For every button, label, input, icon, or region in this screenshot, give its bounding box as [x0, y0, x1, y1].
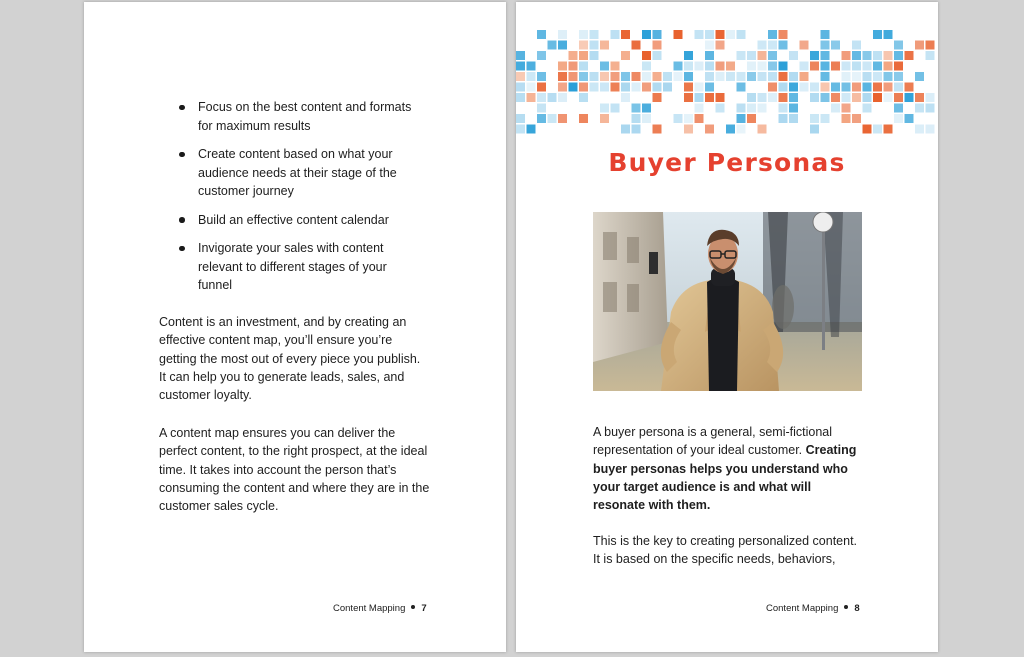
- mosaic-tile: [873, 62, 882, 71]
- mosaic-tile: [611, 62, 620, 71]
- mosaic-tile: [800, 62, 809, 71]
- mosaic-tile: [653, 93, 662, 102]
- mosaic-tile: [894, 62, 903, 71]
- mosaic-tile: [621, 72, 630, 81]
- mosaic-tile: [527, 83, 536, 92]
- mosaic-tile: [537, 104, 546, 113]
- mosaic-tile: [705, 83, 714, 92]
- bullet-dot-icon: [179, 217, 185, 223]
- mosaic-tile: [915, 93, 924, 102]
- mosaic-tile: [926, 41, 935, 50]
- mosaic-tile: [926, 93, 935, 102]
- mosaic-tile: [905, 83, 914, 92]
- footer-label: Content Mapping: [333, 603, 406, 614]
- paragraph-content-map: A content map ensures you can deliver the perfect content, to the right prospect, at the ideal time. It takes into account the person that’s consuming the content and where they are in the customer sales cycle.: [159, 426, 430, 514]
- mosaic-tile: [569, 83, 578, 92]
- mosaic-tile: [527, 93, 536, 102]
- mosaic-tile: [600, 104, 609, 113]
- mosaic-tile: [747, 72, 756, 81]
- mosaic-tile: [789, 93, 798, 102]
- bullet-list: [176, 98, 421, 305]
- mosaic-tile: [558, 93, 567, 102]
- mosaic-tile: [821, 62, 830, 71]
- mosaic-tile: [548, 114, 557, 123]
- mosaic-tile: [705, 62, 714, 71]
- bullet-text: Build an effective content calendar: [198, 212, 389, 227]
- mosaic-tile: [537, 51, 546, 60]
- mosaic-tile: [926, 104, 935, 113]
- mosaic-tile: [726, 125, 735, 134]
- paragraph-investment: Content is an investment, and by creating an effective content map, you’ll ensure you’re getting the most out of every piece you publish. It can help you to generate leads, sales, and customer loyalty.: [159, 315, 421, 403]
- mosaic-tile: [642, 51, 651, 60]
- mosaic-tile: [873, 125, 882, 134]
- mosaic-tile: [842, 93, 851, 102]
- mosaic-tile: [905, 93, 914, 102]
- bullet-text: Invigorate your sales with content relevant to different stages of your funnel: [198, 241, 387, 292]
- mosaic-tile: [684, 125, 693, 134]
- mosaic-tile: [705, 41, 714, 50]
- mosaic-tile: [779, 104, 788, 113]
- mosaic-tile: [915, 41, 924, 50]
- mosaic-tile: [768, 83, 777, 92]
- mosaic-tile: [716, 93, 725, 102]
- mosaic-tile: [926, 125, 935, 134]
- mosaic-tile: [831, 41, 840, 50]
- mosaic-tile: [653, 41, 662, 50]
- bullet-dot-icon: [179, 246, 185, 252]
- list-item: [176, 98, 421, 135]
- mosaic-tile: [716, 41, 725, 50]
- pixel-mosaic-banner: [516, 30, 938, 138]
- mosaic-tile: [894, 72, 903, 81]
- mosaic-tile: [758, 62, 767, 71]
- mosaic-tile: [684, 72, 693, 81]
- mosaic-tile: [821, 83, 830, 92]
- mosaic-tile: [684, 83, 693, 92]
- mosaic-tile: [716, 104, 725, 113]
- mosaic-tile: [516, 93, 525, 102]
- mosaic-tile: [621, 51, 630, 60]
- mosaic-tile: [884, 62, 893, 71]
- mosaic-tile: [600, 114, 609, 123]
- mosaic-tile: [758, 72, 767, 81]
- mosaic-tile: [779, 93, 788, 102]
- mosaic-tile: [558, 72, 567, 81]
- mosaic-tile: [684, 51, 693, 60]
- mosaic-tile: [537, 114, 546, 123]
- mosaic-tile: [758, 51, 767, 60]
- mosaic-tile: [768, 30, 777, 39]
- mosaic-tile: [831, 93, 840, 102]
- mosaic-tile: [737, 104, 746, 113]
- mosaic-tile: [632, 104, 641, 113]
- mosaic-tile: [684, 114, 693, 123]
- mosaic-tile: [579, 93, 588, 102]
- mosaic-tile: [548, 93, 557, 102]
- bullet-dot-icon: [179, 105, 185, 111]
- mosaic-tile: [737, 114, 746, 123]
- mosaic-tile: [716, 62, 725, 71]
- footer-label: Content Mapping: [766, 603, 839, 614]
- list-item: [176, 239, 421, 295]
- mosaic-tile: [653, 72, 662, 81]
- mosaic-tile: [779, 72, 788, 81]
- mosaic-tile: [863, 51, 872, 60]
- mosaic-tile: [810, 114, 819, 123]
- mosaic-tile: [863, 104, 872, 113]
- mosaic-tile: [537, 72, 546, 81]
- mosaic-tile: [579, 114, 588, 123]
- mosaic-tile: [758, 41, 767, 50]
- mosaic-tile: [537, 30, 546, 39]
- mosaic-tile: [842, 72, 851, 81]
- mosaic-tile: [873, 51, 882, 60]
- bullet-text: Create content based on what your audience needs at their stage of the customer journey: [198, 147, 397, 198]
- page-title: Buyer Personas: [608, 148, 846, 177]
- mosaic-tile: [768, 72, 777, 81]
- mosaic-tile: [632, 72, 641, 81]
- paragraph-bold-text: Creating buyer personas helps you understand who your target audience is and what will resonate with them.: [593, 443, 857, 513]
- mosaic-tile: [674, 62, 683, 71]
- mosaic-tile: [831, 104, 840, 113]
- mosaic-tile: [705, 93, 714, 102]
- mosaic-tile: [653, 125, 662, 134]
- mosaic-tile: [642, 114, 651, 123]
- mosaic-tile: [558, 62, 567, 71]
- mosaic-tile: [905, 114, 914, 123]
- mosaic-tile: [621, 125, 630, 134]
- mosaic-tile: [705, 125, 714, 134]
- mosaic-tile: [821, 30, 830, 39]
- mosaic-tile: [569, 51, 578, 60]
- mosaic-tile: [611, 104, 620, 113]
- mosaic-tile: [611, 83, 620, 92]
- mosaic-tile: [716, 72, 725, 81]
- mosaic-tile: [663, 72, 672, 81]
- mosaic-tile: [737, 125, 746, 134]
- page-right: [516, 2, 938, 652]
- mosaic-tile: [779, 30, 788, 39]
- page-number: 7: [421, 603, 427, 614]
- mosaic-tile: [653, 51, 662, 60]
- mosaic-tile: [884, 125, 893, 134]
- mosaic-tile: [821, 114, 830, 123]
- mosaic-tile: [705, 30, 714, 39]
- mosaic-tile: [632, 41, 641, 50]
- mosaic-tile: [579, 51, 588, 60]
- mosaic-tile: [590, 83, 599, 92]
- mosaic-tile: [621, 93, 630, 102]
- mosaic-tile: [884, 93, 893, 102]
- mosaic-tile: [842, 62, 851, 71]
- mosaic-tile: [842, 51, 851, 60]
- mosaic-tile: [905, 51, 914, 60]
- mosaic-tile: [915, 125, 924, 134]
- mosaic-tile: [852, 72, 861, 81]
- mosaic-tile: [789, 114, 798, 123]
- mosaic-tile: [884, 51, 893, 60]
- mosaic-tile: [873, 72, 882, 81]
- mosaic-tile: [548, 41, 557, 50]
- mosaic-tile: [884, 72, 893, 81]
- mosaic-tile: [516, 125, 525, 134]
- mosaic-tile: [821, 51, 830, 60]
- mosaic-tile: [831, 62, 840, 71]
- mosaic-tile: [894, 41, 903, 50]
- mosaic-tile: [558, 30, 567, 39]
- mosaic-tile: [705, 72, 714, 81]
- mosaic-tile: [768, 41, 777, 50]
- mosaic-tile: [768, 51, 777, 60]
- mosaic-tile: [852, 51, 861, 60]
- mosaic-tile: [789, 51, 798, 60]
- mosaic-tile: [516, 114, 525, 123]
- mosaic-tile: [705, 51, 714, 60]
- mosaic-tile: [579, 62, 588, 71]
- mosaic-tile: [800, 83, 809, 92]
- mosaic-tile: [758, 93, 767, 102]
- mosaic-tile: [674, 30, 683, 39]
- mosaic-tile: [516, 72, 525, 81]
- page-number: 8: [854, 603, 860, 614]
- mosaic-tile: [642, 62, 651, 71]
- mosaic-tile: [873, 83, 882, 92]
- mosaic-tile: [810, 125, 819, 134]
- mosaic-tile: [663, 83, 672, 92]
- mosaic-tile: [579, 30, 588, 39]
- mosaic-tile: [863, 72, 872, 81]
- mosaic-tile: [915, 72, 924, 81]
- paragraph-personalized-content: This is the key to creating personalized content. It is based on the specific needs, behaviors,: [593, 534, 858, 567]
- mosaic-tile: [884, 83, 893, 92]
- mosaic-tile: [821, 72, 830, 81]
- mosaic-tile: [600, 72, 609, 81]
- mosaic-tile: [579, 41, 588, 50]
- mosaic-tile: [579, 72, 588, 81]
- mosaic-tile: [611, 72, 620, 81]
- mosaic-tile: [800, 72, 809, 81]
- mosaic-tile: [527, 62, 536, 71]
- mosaic-tile: [873, 93, 882, 102]
- mosaic-tile: [789, 72, 798, 81]
- mosaic-tile: [674, 114, 683, 123]
- mosaic-tile: [894, 51, 903, 60]
- mosaic-tile: [747, 93, 756, 102]
- mosaic-tile: [758, 104, 767, 113]
- mosaic-tile: [852, 41, 861, 50]
- mosaic-tile: [653, 83, 662, 92]
- mosaic-tile: [642, 104, 651, 113]
- mosaic-tile: [779, 83, 788, 92]
- mosaic-tile: [842, 114, 851, 123]
- mosaic-tile: [831, 83, 840, 92]
- mosaic-tile: [632, 125, 641, 134]
- mosaic-tile: [590, 30, 599, 39]
- list-item: [176, 145, 421, 201]
- mosaic-tile: [642, 30, 651, 39]
- mosaic-tile: [632, 83, 641, 92]
- mosaic-tile: [695, 30, 704, 39]
- page-footer: [766, 603, 860, 614]
- mosaic-tile: [810, 93, 819, 102]
- mosaic-tile: [852, 83, 861, 92]
- mosaic-tile: [894, 93, 903, 102]
- mosaic-tile: [852, 62, 861, 71]
- mosaic-tile: [695, 93, 704, 102]
- mosaic-tile: [852, 114, 861, 123]
- mosaic-tile: [600, 41, 609, 50]
- mosaic-tile: [558, 114, 567, 123]
- mosaic-tile: [674, 72, 683, 81]
- mosaic-tile: [558, 83, 567, 92]
- footer-dot-icon: [411, 605, 415, 609]
- mosaic-tile: [726, 62, 735, 71]
- mosaic-tile: [737, 30, 746, 39]
- mosaic-tile: [621, 30, 630, 39]
- mosaic-tile: [737, 83, 746, 92]
- mosaic-tile: [600, 62, 609, 71]
- list-item: [176, 211, 421, 230]
- mosaic-tile: [747, 62, 756, 71]
- mosaic-tile: [810, 51, 819, 60]
- mosaic-tile: [726, 72, 735, 81]
- mosaic-tile: [810, 62, 819, 71]
- footer-dot-icon: [844, 605, 848, 609]
- mosaic-tile: [695, 83, 704, 92]
- mosaic-tile: [621, 83, 630, 92]
- mosaic-tile: [716, 30, 725, 39]
- mosaic-tile: [789, 83, 798, 92]
- mosaic-tile: [779, 114, 788, 123]
- mosaic-tile: [590, 72, 599, 81]
- mosaic-tile: [747, 104, 756, 113]
- paragraph-buyer-persona: [593, 423, 863, 514]
- mosaic-tile: [516, 51, 525, 60]
- mosaic-tile: [537, 83, 546, 92]
- mosaic-tile: [558, 41, 567, 50]
- mosaic-tile: [695, 104, 704, 113]
- mosaic-tile: [747, 51, 756, 60]
- mosaic-tile: [737, 72, 746, 81]
- mosaic-tile: [779, 41, 788, 50]
- mosaic-tile: [695, 114, 704, 123]
- man-in-coat-photo-icon: [593, 212, 862, 391]
- mosaic-tile: [579, 83, 588, 92]
- mosaic-tile: [915, 104, 924, 113]
- bullet-text: Focus on the best content and formats for maximum results: [198, 100, 412, 133]
- paragraph-normal-text: A buyer persona is a general, semi-fictional representation of your ideal customer.: [593, 425, 833, 458]
- mosaic-tile: [926, 51, 935, 60]
- bullet-dot-icon: [179, 152, 185, 158]
- mosaic-tile: [527, 125, 536, 134]
- mosaic-tile: [632, 114, 641, 123]
- mosaic-tile: [726, 30, 735, 39]
- mosaic-tile: [569, 72, 578, 81]
- mosaic-tile: [695, 62, 704, 71]
- mosaic-tile: [800, 41, 809, 50]
- mosaic-tile: [537, 93, 546, 102]
- mosaic-tile: [789, 104, 798, 113]
- mosaic-tile: [810, 83, 819, 92]
- mosaic-tile: [768, 93, 777, 102]
- mosaic-tile: [758, 125, 767, 134]
- mosaic-tile: [590, 41, 599, 50]
- mosaic-tile: [569, 62, 578, 71]
- mosaic-tile: [821, 93, 830, 102]
- mosaic-tile: [684, 93, 693, 102]
- mosaic-tile: [684, 62, 693, 71]
- mosaic-tile: [894, 104, 903, 113]
- mosaic-tile: [768, 62, 777, 71]
- mosaic-tile: [516, 83, 525, 92]
- mosaic-tile: [863, 62, 872, 71]
- mosaic-tile: [884, 30, 893, 39]
- mosaic-tile: [842, 104, 851, 113]
- mosaic-tile: [653, 30, 662, 39]
- mosaic-tile: [863, 83, 872, 92]
- mosaic-tile: [747, 114, 756, 123]
- mosaic-tile: [779, 62, 788, 71]
- mosaic-tile: [863, 125, 872, 134]
- mosaic-tile: [600, 83, 609, 92]
- mosaic-tile: [894, 83, 903, 92]
- mosaic-tile: [737, 51, 746, 60]
- photo: [593, 212, 862, 391]
- page-left: [84, 2, 506, 652]
- mosaic-tile: [821, 41, 830, 50]
- mosaic-tile: [611, 30, 620, 39]
- mosaic-tile: [894, 114, 903, 123]
- mosaic-tile: [863, 93, 872, 102]
- mosaic-tile: [527, 72, 536, 81]
- mosaic-tile: [642, 72, 651, 81]
- mosaic-tile: [852, 93, 861, 102]
- mosaic-tile: [516, 62, 525, 71]
- mosaic-tile: [642, 83, 651, 92]
- mosaic-tile: [873, 30, 882, 39]
- mosaic-tile: [590, 51, 599, 60]
- mosaic-tile: [842, 83, 851, 92]
- page-footer: [333, 603, 427, 614]
